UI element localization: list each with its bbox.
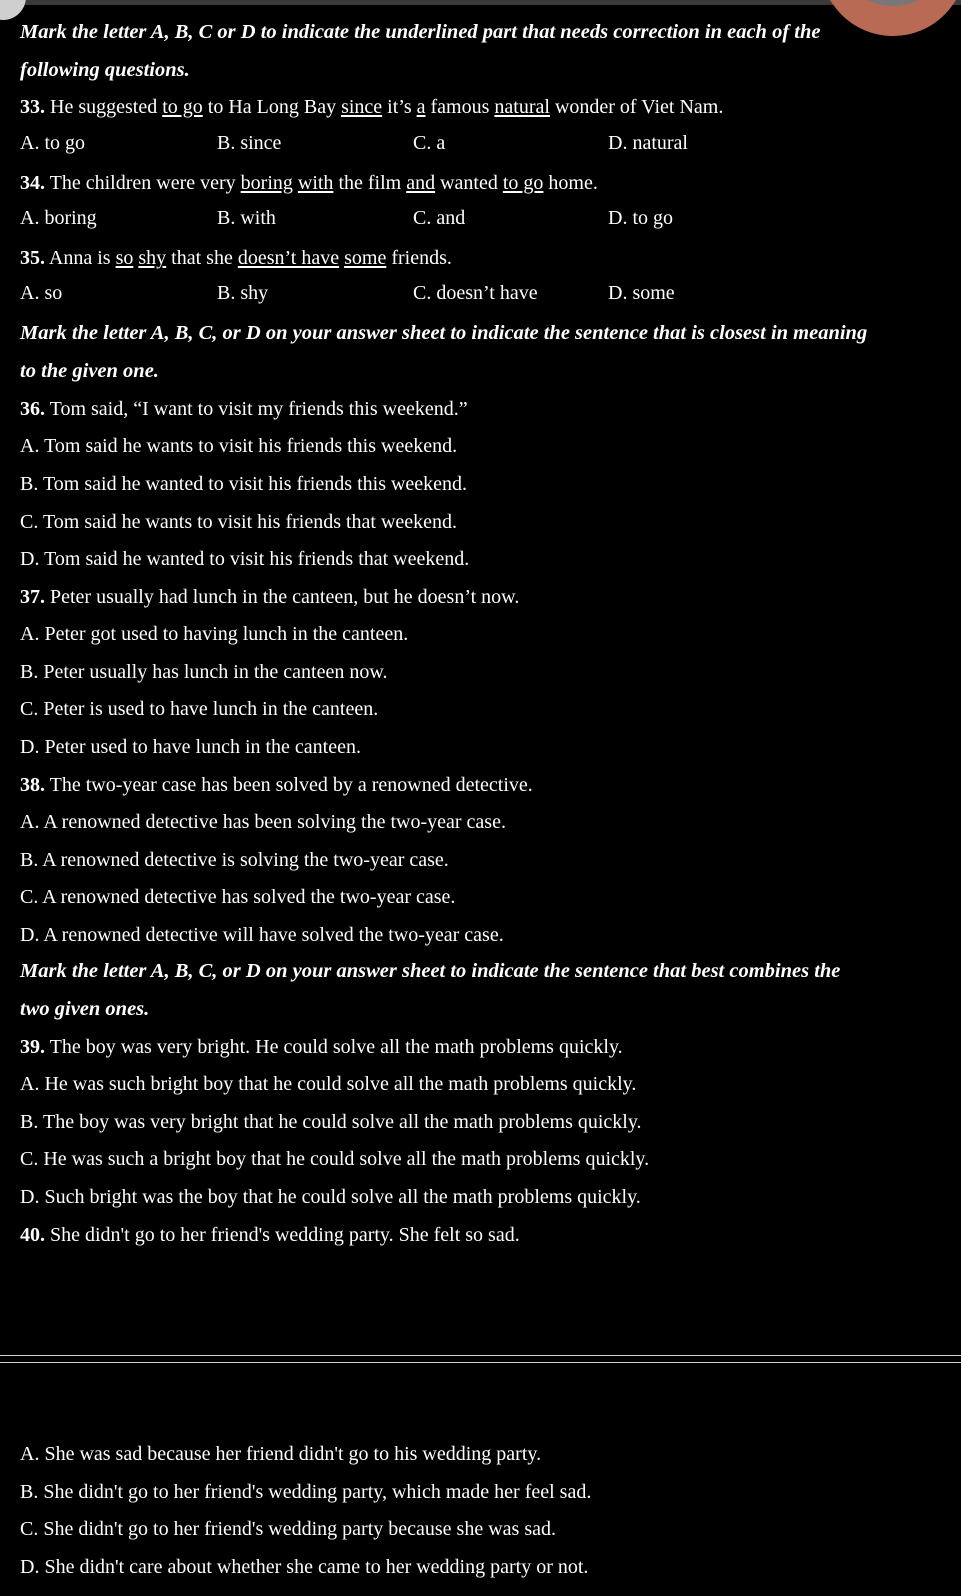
question-text: He suggested — [50, 96, 163, 118]
question-37 — [20, 584, 519, 610]
instruction-error-identification: Mark the letter A, B, C or D to indicate the underlined part that needs correction in each of the — [20, 21, 821, 43]
option-c[interactable]: C. She didn't go to her friend's wedding party because she was sad. — [20, 1518, 556, 1540]
question-stem: The two-year case has been solved by a renowned detective. — [49, 774, 533, 796]
question-number: 37. — [20, 586, 45, 608]
question-stem: The boy was very bright. He could solve all the math problems quickly. — [49, 1036, 623, 1058]
option-c[interactable]: C. doesn’t have — [413, 282, 538, 304]
option-b[interactable]: B. The boy was very bright that he could solve all the math problems quickly. — [20, 1111, 642, 1133]
page-break-rule-top — [0, 1355, 961, 1356]
question-number: 38. — [20, 774, 45, 796]
instruction-error-identification-cont: following questions. — [20, 59, 190, 81]
option-b[interactable]: B. since — [217, 132, 282, 154]
option-b[interactable]: B. with — [217, 207, 276, 229]
question-stem: Tom said, “I want to visit my friends this weekend.” — [49, 398, 468, 420]
instruction-closest-meaning: Mark the letter A, B, C, or D on your answer sheet to indicate the sentence that is closest in meaning — [20, 322, 868, 344]
question-text: famous — [425, 96, 495, 118]
corner-decoration-left — [0, 0, 26, 20]
question-text: wonder of Viet Nam. — [549, 96, 724, 118]
option-c[interactable]: C. Peter is used to have lunch in the canteen. — [20, 698, 379, 720]
option-a[interactable]: A. He was such bright boy that he could solve all the math problems quickly. — [20, 1073, 637, 1095]
options-row-33 — [20, 132, 920, 158]
instruction-closest-meaning-cont: to the given one. — [20, 360, 159, 382]
underlined-part-a: so — [115, 247, 134, 269]
question-39 — [20, 1034, 623, 1060]
instruction-combine-sentences: Mark the letter A, B, C, or D on your answer sheet to indicate the sentence that best combines the — [20, 960, 841, 982]
question-text: that she — [166, 247, 238, 269]
option-d[interactable]: D. Tom said he wanted to visit his friends that weekend. — [20, 548, 470, 570]
question-stem: Peter usually had lunch in the canteen, but he doesn’t now. — [50, 586, 520, 608]
question-text: to Ha Long Bay — [202, 96, 342, 118]
option-d[interactable]: D. A renowned detective will have solved the two-year case. — [20, 924, 504, 946]
question-number: 35. — [20, 247, 45, 269]
question-number: 33. — [20, 96, 45, 118]
underlined-part-d: some — [344, 247, 387, 269]
option-d[interactable]: D. some — [608, 282, 675, 304]
underlined-part-b: since — [341, 96, 383, 118]
instruction-combine-sentences-cont: two given ones. — [20, 998, 150, 1020]
option-a[interactable]: A. boring — [20, 207, 97, 229]
option-c[interactable]: C. A renowned detective has solved the two-year case. — [20, 886, 456, 908]
underlined-part-a: boring — [240, 172, 293, 194]
question-text: wanted — [435, 172, 503, 194]
underlined-part-c: doesn’t have — [237, 247, 340, 269]
question-text: the film — [333, 172, 407, 194]
question-number: 39. — [20, 1036, 45, 1058]
option-a[interactable]: A. A renowned detective has been solving the two-year case. — [20, 811, 506, 833]
option-a[interactable]: A. She was sad because her friend didn't go to his wedding party. — [20, 1443, 542, 1465]
page-break-rule-bottom — [0, 1362, 961, 1363]
question-text: friends. — [386, 247, 452, 269]
option-d[interactable]: D. natural — [608, 132, 688, 154]
question-text: The children were very — [49, 172, 241, 194]
underlined-part-a: to go — [162, 96, 203, 118]
question-33 — [20, 94, 723, 120]
question-stem: She didn't go to her friend's wedding party. She felt so sad. — [50, 1224, 520, 1246]
option-c[interactable]: C. Tom said he wants to visit his friends that weekend. — [20, 511, 458, 533]
question-38 — [20, 772, 533, 798]
question-number: 36. — [20, 398, 45, 420]
option-d[interactable]: D. Peter used to have lunch in the canteen. — [20, 736, 361, 758]
option-a[interactable]: A. Peter got used to having lunch in the canteen. — [20, 623, 409, 645]
option-a[interactable]: A. Tom said he wants to visit his friends this weekend. — [20, 435, 458, 457]
option-d[interactable]: D. to go — [608, 207, 673, 229]
option-b[interactable]: B. A renowned detective is solving the two-year case. — [20, 849, 449, 871]
question-number: 40. — [20, 1224, 45, 1246]
question-40 — [20, 1222, 520, 1248]
option-b[interactable]: B. Tom said he wanted to visit his friends this weekend. — [20, 473, 468, 495]
question-34 — [20, 170, 598, 196]
underlined-part-b: with — [297, 172, 334, 194]
option-b[interactable]: B. shy — [217, 282, 269, 304]
option-a[interactable]: A. to go — [20, 132, 85, 154]
option-d[interactable]: D. She didn't care about whether she came to her wedding party or not. — [20, 1556, 589, 1578]
question-text: home. — [543, 172, 598, 194]
options-row-34 — [20, 207, 920, 233]
question-text: Anna is — [48, 247, 116, 269]
question-text: it’s — [382, 96, 417, 118]
option-b[interactable]: B. She didn't go to her friend's wedding party, which made her feel sad. — [20, 1481, 592, 1503]
underlined-part-d: natural — [494, 96, 550, 118]
underlined-part-b: shy — [138, 247, 167, 269]
option-a[interactable]: A. so — [20, 282, 63, 304]
options-row-35 — [20, 282, 920, 308]
option-c[interactable]: C. and — [413, 207, 466, 229]
underlined-part-c: a — [416, 96, 426, 118]
top-edge-strip — [0, 0, 961, 5]
question-number: 34. — [20, 172, 45, 194]
option-c[interactable]: C. a — [413, 132, 446, 154]
underlined-part-c: and — [406, 172, 436, 194]
question-36 — [20, 396, 468, 422]
option-c[interactable]: C. He was such a bright boy that he could solve all the math problems quickly. — [20, 1148, 650, 1170]
underlined-part-d: to go — [502, 172, 544, 194]
option-d[interactable]: D. Such bright was the boy that he could solve all the math problems quickly. — [20, 1186, 641, 1208]
question-35 — [20, 245, 452, 271]
option-b[interactable]: B. Peter usually has lunch in the canteen now. — [20, 661, 388, 683]
